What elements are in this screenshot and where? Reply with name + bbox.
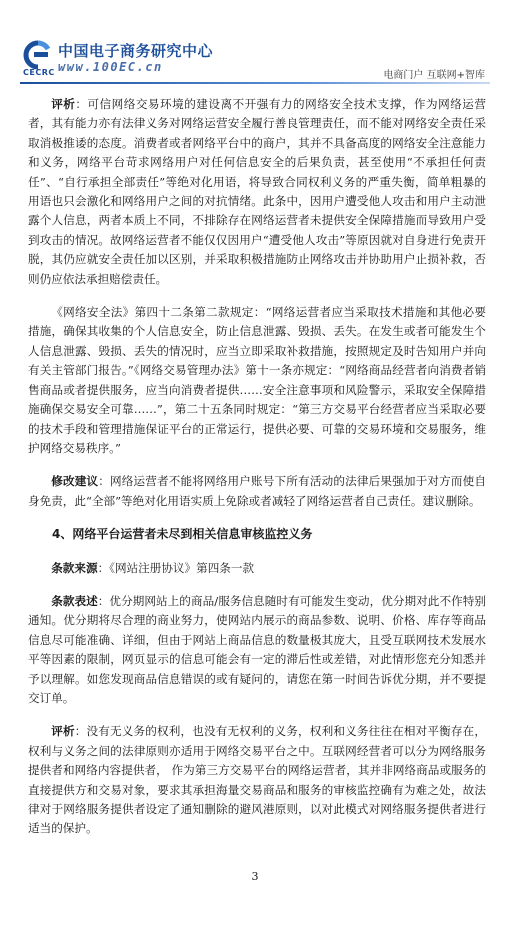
- paragraph-analysis-1: [28, 95, 486, 289]
- header-tagline: 电商门户 互联网+智库: [383, 70, 485, 81]
- clause-source-text: ：《网站注册协议》第四条一款: [97, 560, 255, 575]
- clause-source-label: 条款来源: [51, 560, 98, 575]
- paragraph-analysis-2: [28, 722, 486, 838]
- clause-text-label: 条款表述: [51, 593, 98, 608]
- paragraph-law-citation: 《网络安全法》第四十二条第二款规定：“网络运营者应当采取技术措施和其他必要措施，确保其收集的个人信息安全，防止信息泄露、毁损、丢失。在发生或者可能发生个人信息泄露、毁损、丢失的情况时，应当立即采取补救措施，按照规定及时告知用户并向有关主管部门报告。”《网络交易管理办法》第十一条亦规定：“网络商品经营者向消费者销售商品或者提供服务，应当向消费者提供……安全注意事项和风险警示，采取安全保障措施确保交易安全可靠……”，第二十五条同时规定：“第三方交易平台经营者应当采取必要的技术手段和管理措施保证平台的正常运行，提供必要、可靠的交易环境和交易服务，维护网络交易秩序。”: [28, 305, 486, 455]
- analysis-text: ：可信网络交易环境的建设离不开强有力的网络安全技术支撑，作为网络运营者，其有能力亦有法律义务对网络运营安全履行善良管理责任，而不能对网络安全责任采取消极推诿的态度。消费者或者网络平台中的商户，其并不具备高度的网络安全注意能力和义务，网络平台苛求网络用户对任何信息安全的后果负责，甚至使用“不承担任何责任”、“自行承担全部责任”等绝对化用语，将导致合同权利义务的严重失衡，简单粗暴的用语也只会激化和网络用户之间的对抗情绪。此条中，因用户遭受他人攻击和用户主动泄露个人信息，两者本质上不同，不排除存在网络运营者未提供安全保障措施而导致用户受到攻击的情况。故网络运营者不能仅仅因用户“遭受他人攻击”等原因就对自身进行免责开脱，其仍应就安全责任加以区别，并采取积极措施防止网络攻击并协助用户止损补救，否则仍应依法承担赔偿责任。: [28, 97, 486, 286]
- org-url[interactable]: www.100EC.cn: [58, 60, 163, 74]
- suggestion-text: ：网络运营者不能将网络用户账号下所有活动的法律后果强加于对方而使自身免责，此“全部”等绝对化用语实质上免除或者减轻了网络运营者自己责任。建议删除。: [28, 474, 486, 508]
- section-heading: 4、网络平台运营者未尽到相关信息审核监控义务: [52, 527, 313, 542]
- header-divider: [20, 82, 490, 84]
- paragraph-clause-source: [28, 559, 486, 578]
- page-header: [0, 0, 510, 92]
- document-body: [28, 95, 486, 839]
- suggestion-label: 修改建议: [51, 474, 99, 489]
- clause-text-body: ：优分期网站上的商品/服务信息随时有可能发生变动，优分期对此不作特别通知。优分期将尽合理的商业努力，使网站内展示的商品参数、说明、价格、库存等商品信息尽可能准确、详细，但由于网站上商品信息的数量极其庞大，且受互联网技术发展水平等因素的限制，网页显示的信息可能会有一定的滞后性或差错，对此情形您充分知悉并予以理解。如您发现商品信息错误的或有疑问的，请您在第一时间告诉优分期，并不要提交订单。: [28, 593, 486, 705]
- paragraph-suggestion: [28, 472, 486, 511]
- analysis-label: 评析: [51, 97, 76, 111]
- cecrc-logo-icon: [22, 40, 54, 70]
- analysis-text-2: ：没有无义务的权利，也没有无权利的义务，权利和义务往往在相对平衡存在，权利与义务之间的法律原则亦适用于网络交易平台之中。互联网经营者可以分为网络服务提供者和网络内容提供者， 作为第三方交易平台的网络运营者，其并非网络商品或服务的直接提供方和交易对象，要求其承担海量交易商品和服务的审核监控确有为难之处，故法律对于网络服务提供者设定了通知删除的避风港原则，以对此模式对网络服务提供者进行适当的保护。: [28, 724, 486, 836]
- org-name: 中国电子商务研究中心: [58, 42, 214, 60]
- analysis-label-2: 评析: [51, 724, 75, 739]
- paragraph-clause-text: [28, 592, 486, 708]
- logo-subtext: CECRC: [23, 68, 55, 77]
- page-number: 3: [251, 870, 259, 883]
